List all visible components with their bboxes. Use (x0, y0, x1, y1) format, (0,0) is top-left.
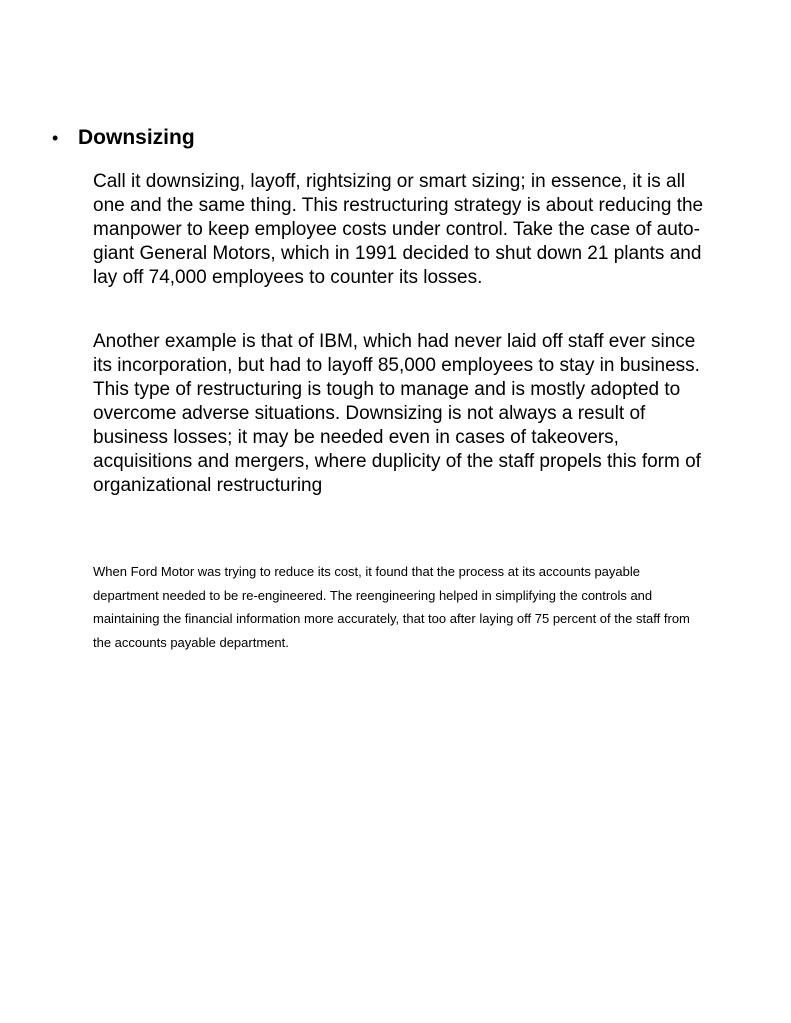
paragraph-ibm: Another example is that of IBM, which had never laid off staff ever since its incorporation, but had to layoff 85,000 employees to stay in business. This type of restructuring is tough to manage and is mostly adopted to overcome adverse situations. Downsizing is not always a result of business losses; it may be needed even in cases of takeovers, acquisitions and mergers, where duplicity of the staff propels this form of organizational restructuring (93, 331, 701, 496)
paragraph-general-motors: Call it downsizing, layoff, rightsizing or smart sizing; in essence, it is all one and the same thing. This restructuring strategy is about reducing the manpower to keep employee costs under control. Take the case of auto-giant General Motors, which in 1991 decided to shut down 21 plants and lay off 74,000 employees to counter its losses. (93, 171, 704, 288)
list-bullet: • (52, 128, 59, 148)
paragraph-ford-motor: When Ford Motor was trying to reduce its cost, it found that the process at its accounts payable department needed to be re-engineered. The reengineering helped in simplifying the controls and maintaining the financial information more accurately, that too after laying off 75 percent of the staff from the accounts payable department. (93, 564, 690, 650)
section-heading: Downsizing (78, 126, 195, 149)
